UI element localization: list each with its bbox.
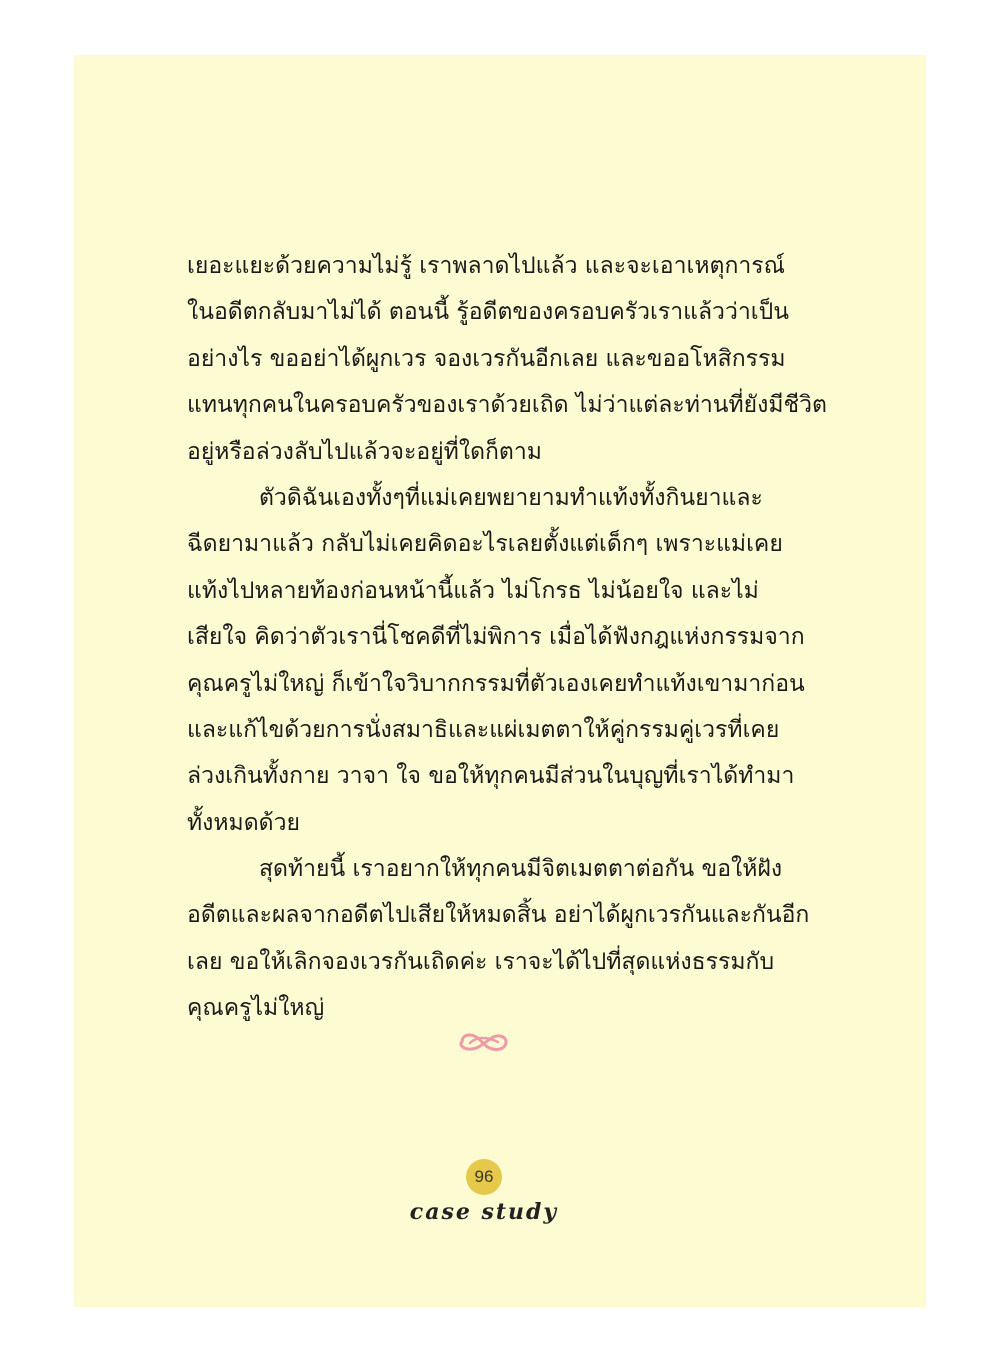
- text-line: แท้งไปหลายท้องก่อนหน้านี้แล้ว ไม่โกรธ ไม่น้อยใจ และไม่: [187, 577, 759, 604]
- text-line: และแก้ไขด้วยการนั่งสมาธิและแผ่เมตตาให้คู่กรรมคู่เวรที่เคย: [187, 716, 780, 743]
- text-line: เสียใจ คิดว่าตัวเรานี่โชคดีที่ไม่พิการ เมื่อได้ฟังกฎแห่งกรรมจาก: [187, 624, 805, 651]
- page-number: 96: [466, 1159, 502, 1195]
- text-line: อดีตและผลจากอดีตไปเสียให้หมดสิ้น อย่าได้ผูกเวรกันและกันอีก: [187, 902, 810, 929]
- text-line: อยู่หรือล่วงลับไปแล้วจะอยู่ที่ใดก็ตาม: [187, 438, 542, 465]
- text-line: ในอดีตกลับมาไม่ได้ ตอนนี้ รู้อดีตของครอบครัวเราแล้วว่าเป็น: [187, 299, 789, 326]
- text-line: เลย ขอให้เลิกจองเวรกันเถิดค่ะ เราจะได้ไปที่สุดแห่งธรรมกับ: [187, 948, 775, 975]
- text-line: คุณครูไม่ใหญ่ ก็เข้าใจวิบากกรรมที่ตัวเองเคยทำแท้งเขามาก่อน: [187, 670, 805, 697]
- text-line: ทั้งหมดด้วย: [187, 809, 300, 836]
- text-line: ล่วงเกินทั้งกาย วาจา ใจ ขอให้ทุกคนมีส่วนในบุญที่เราได้ทำมา: [187, 763, 795, 790]
- text-line: เยอะแยะด้วยความไม่รู้ เราพลาดไปแล้ว และจะเอาเหตุการณ์: [187, 253, 785, 279]
- text-line: ฉีดยามาแล้ว กลับไม่เคยคิดอะไรเลยตั้งแต่เด็กๆ เพราะแม่เคย: [187, 531, 783, 558]
- text-line: สุดท้ายนี้ เราอยากให้ทุกคนมีจิตเมตตาต่อกัน ขอให้ฝัง: [259, 856, 783, 883]
- footer-label: case study: [409, 1199, 559, 1225]
- body-text: [187, 243, 827, 1032]
- page-sheet: [74, 55, 926, 1307]
- text-line: ตัวดิฉันเองทั้งๆที่แม่เคยพยายามทำแท้งทั้งกินยาและ: [259, 484, 763, 511]
- swirl-ornament-icon: [454, 1027, 514, 1057]
- text-line: อย่างไร ขออย่าได้ผูกเวร จองเวรกันอีกเลย และขออโหสิกรรม: [187, 345, 786, 372]
- text-line: คุณครูไม่ใหญ่: [187, 995, 325, 1022]
- text-line: แทนทุกคนในครอบครัวของเราด้วยเถิด ไม่ว่าแต่ละท่านที่ยังมีชีวิต: [187, 392, 827, 419]
